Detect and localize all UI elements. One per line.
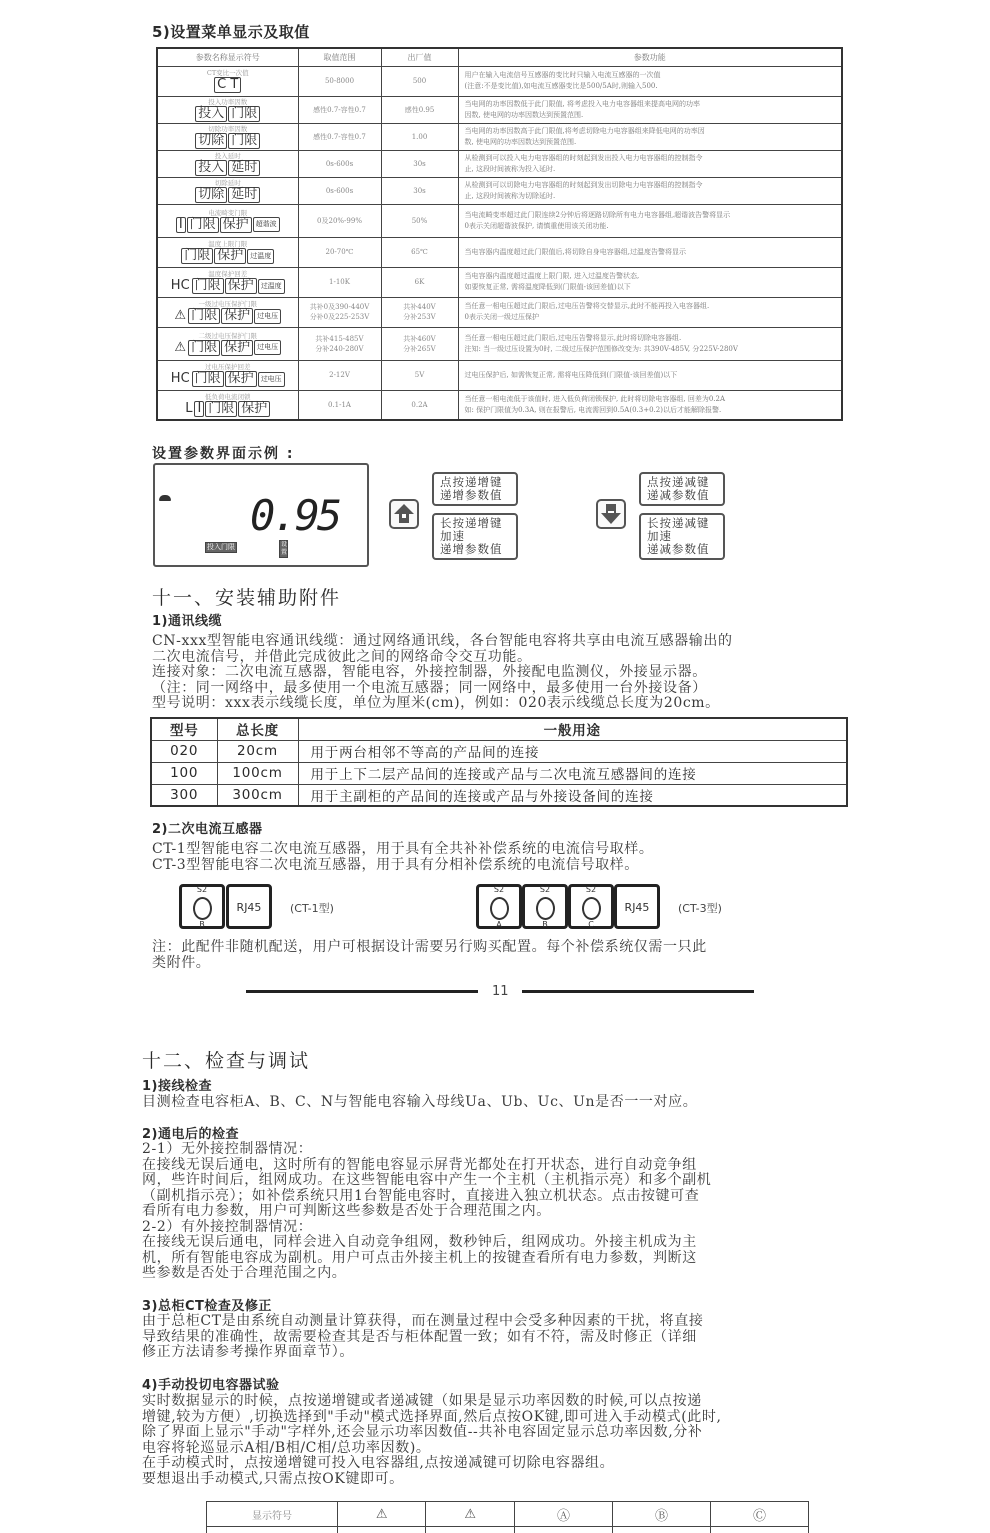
table-row [157, 360, 842, 390]
lcd-tag-setting: 设置 [281, 541, 288, 556]
lcd-symbol [160, 278, 296, 294]
table-row [157, 123, 842, 150]
table-row [157, 390, 842, 420]
symbol-tag: 超谐波 [253, 217, 280, 232]
range-cell: 0.1-1A [298, 390, 381, 420]
page-divider-left [246, 990, 478, 993]
lcd-symbol [160, 133, 296, 149]
symbol-segment: 门限 [187, 217, 219, 233]
symbol-segment: I [176, 217, 186, 233]
function-cell: 当电流畸变率超过此门限连续2分钟后将逐路切除所有电力电容器组,超谐波告警将显示 0表示关闭超谐波保护, 请慎重使用该关闭功能. [458, 204, 842, 237]
table-row [151, 740, 847, 762]
power-on-text [142, 1142, 711, 1282]
arrow-up-icon [391, 501, 417, 527]
cable-title: 1)通讯线缆 [152, 614, 222, 629]
symbol-prefix: ⚠ [174, 308, 187, 323]
symbol-segment: 门限 [188, 340, 220, 356]
symbol-segment: 保护 [220, 217, 252, 233]
settings-table [156, 47, 843, 421]
ct1-rj45-port [226, 884, 272, 929]
table-row [157, 267, 842, 297]
rj45-label: RJ45 [236, 901, 262, 914]
ct-description [152, 842, 653, 873]
symbol-cell [157, 96, 298, 123]
function-cell: 从检测到可以投入电力电容器组的时刻起到发出投入电力电容器组的控制指令 止, 这段时间被称为投入延时. [458, 150, 842, 177]
symbol-caption: 温度保护回差 [208, 270, 248, 278]
phase-b-icon: Ⓑ [612, 1502, 710, 1527]
table-row [157, 204, 842, 237]
table-row [157, 327, 842, 360]
function-cell: 当电网的功率因数低于此门限值, 将考虑投入电力电容器组来提高电网的功率 因数, 使电网的功率因数达到预置范围. [458, 96, 842, 123]
phase-a-icon: Ⓐ [514, 1502, 612, 1527]
ct1-sensor [179, 884, 225, 929]
cable-table-header [151, 718, 847, 740]
power-on-line: 些参数是否处于合理范围之内。 [142, 1265, 347, 1281]
symbol-prefix: ⚠ [174, 339, 187, 355]
ct-ring-icon [536, 897, 555, 920]
symbol-segment: 投入 [195, 160, 227, 176]
symbol-cell [157, 267, 298, 297]
symbol-tag: 过电压 [254, 340, 281, 355]
manual-test-line: 实时数据显示的时候，点按递增键或者递减键（如果是显示功率因数的时候,可以点按递 [142, 1393, 702, 1409]
ct-check-line: 导致结果的准确性，故需要检查其是否与柜体配置一致；如有不符，需及时修正（详细 [142, 1328, 697, 1345]
lcd-tag-threshold: 投入门限 [207, 543, 235, 551]
power-on-line: 网，些许时间后，组网成功。在这些智能电容中产生一个主机（主机指示亮）和多个副机 [142, 1172, 712, 1188]
rj45-label: RJ45 [624, 901, 650, 914]
lcd-symbol [160, 217, 296, 233]
function-cell: 从检测到可以切除电力电容器组的时刻起到发出切除电力电容器组的控制指令 止, 这段时间被称为切除延时. [458, 177, 842, 204]
ct-line: CT-3型智能电容二次电流互感器，用于具有分相补偿系统的电流信号取样。 [152, 856, 639, 873]
ct-phase-label: B [542, 920, 548, 929]
power-on-line: 在接线无误后通电，这时所有的智能电容显示屏背光都处在打开状态，进行自动竞争组 [142, 1156, 697, 1173]
symbol-caption: 过电压保护回差 [205, 363, 251, 371]
ct-phase-label: C [588, 920, 594, 929]
symbol-segment: 门限 [228, 133, 260, 149]
symbol-segment: 门限 [188, 308, 220, 324]
ct-terminal-label: S2 [493, 885, 505, 894]
table-row [157, 237, 842, 267]
cell-length: 20cm [217, 740, 298, 762]
settings-table-header [157, 48, 842, 66]
symbol-tag: 过电压 [258, 372, 285, 387]
section11-title: 十一、安装辅助附件 [152, 587, 342, 609]
symbol-segment: 投入 [195, 106, 227, 122]
function-cell: 当电容器内温度超过温度上限门限, 进入过温度告警状态, 如要恢复正常, 需将温度降低到(门限值-该回差值)以下 [458, 267, 842, 297]
symbol-cell [157, 123, 298, 150]
table-row [151, 784, 847, 806]
table-row [157, 66, 842, 96]
ct3-rj45-port [614, 884, 660, 929]
symbol-prefix: HC [170, 278, 190, 293]
ct-note [152, 940, 707, 971]
symbol-caption: 投入功率因数 [208, 97, 248, 106]
symbol-cell [157, 390, 298, 420]
ct-terminal-label: S2 [585, 885, 597, 894]
cell-model: 020 [151, 740, 217, 762]
down-key-short-press-note: 点按递减键 递减参数值 [639, 472, 725, 506]
range-cell: 共补0及390-440V 分补0及225-253V [298, 297, 381, 327]
ct-check-line: 由于总柜CT是由系统自动测量计算获得，而在测量过程中会受多种因素的干扰，将直接 [142, 1313, 704, 1329]
lcd-symbol [160, 77, 296, 93]
ct-check-line: 修正方法请参考操作界面章节）。 [142, 1344, 354, 1360]
function-cell: 当任意一相电压超过此门限后,过电压告警将交替显示,此时不能再投入电容器组. 0表示关闭一级过压保护 [458, 297, 842, 327]
table-row [157, 96, 842, 123]
symbol-cell [157, 204, 298, 237]
lcd-symbol [160, 371, 296, 387]
ct1-label: (CT-1型) [290, 902, 334, 915]
cell-usage: 用于主副柜的产品间的连接或产品与外接设备间的连接 [298, 784, 847, 806]
default-cell: 1.00 [381, 123, 458, 150]
power-on-line: 2-1）无外接控制器情况： [142, 1141, 313, 1157]
table-row [157, 297, 842, 327]
symbol-caption: 一级过电压保护门限 [198, 300, 257, 308]
symbol-tag: 过温度 [247, 249, 274, 264]
symbols-header-row [207, 1502, 809, 1527]
lcd-symbol [160, 160, 296, 176]
symbol-cell [157, 327, 298, 360]
lcd-symbol [160, 187, 296, 203]
symbol-cell [157, 360, 298, 390]
cell-usage: 用于上下二层产品间的连接或产品与二次电流互感器间的连接 [298, 762, 847, 784]
range-cell: 0s-600s [298, 177, 381, 204]
lcd-symbol [160, 248, 296, 264]
symbol-segment: 门限 [192, 371, 224, 387]
header-symbol: 参数名称显示符号 [157, 48, 298, 66]
header-usage: 一般用途 [298, 718, 847, 740]
cell-usage: 用于两台相邻不等高的产品间的连接 [298, 740, 847, 762]
power-on-line: 看所有电力参数，用户可判断这些参数是否处于合理范围之内。 [142, 1203, 551, 1219]
cable-line: CN-xxx型智能电容通讯线缆：通过网络通讯线，各台智能电容将共享由电流互感器输出的 [152, 633, 733, 649]
ct-ring-icon [490, 897, 509, 920]
function-cell: 当任意一相电压超过此门限后,过电压告警将显示,此时将切除电容器组. 注知: 当一级过压设置为0时, 二级过压保护范围修改变为: 共390V-485V, 分225V-280V [458, 327, 842, 360]
ct-note-line: 注：此配件非随机配送，用户可根据设计需要另行购买配置。每个补偿系统仅需一只此 [152, 939, 707, 955]
header-default: 出厂值 [381, 48, 458, 66]
phase-c-icon: Ⓒ [710, 1502, 808, 1527]
symbol-segment: 保护 [238, 401, 270, 417]
cable-line: （注：同一网络中，最多使用一个电流互感器；同一网络中，最多使用一台外接设备） [152, 679, 707, 696]
symbol-segment: 切除 [195, 133, 227, 149]
default-cell: 0.2A [381, 390, 458, 420]
symbol-segment: 门限 [192, 278, 224, 294]
warning-icon: ⚠ [338, 1502, 426, 1527]
default-cell: 30s [381, 150, 458, 177]
ct-phase-label: B [199, 920, 205, 929]
range-cell: 感性0.7-容性0.7 [298, 96, 381, 123]
symbol-segment: C T [214, 77, 241, 93]
wiring-check-text: 目测检查电容柜A、B、C、N与智能电容输入母线Ua、Ub、Uc、Un是否一一对应。 [142, 1094, 698, 1110]
symbol-prefix: HC [170, 371, 190, 386]
table-row [157, 150, 842, 177]
ct-ring-icon [582, 897, 601, 920]
header-model: 型号 [151, 718, 217, 740]
header-length: 总长度 [217, 718, 298, 740]
symbols-row-partial [207, 1527, 338, 1533]
ct3-sensor-c [568, 884, 614, 929]
cell-model: 300 [151, 784, 217, 806]
section12-title: 十二、检查与调试 [142, 1050, 311, 1072]
cable-line: 二次电流信号，并借此完成彼此之间的网络命令交互功能。 [152, 648, 532, 665]
section5-title: 5)设置菜单显示及取值 [152, 23, 310, 41]
power-on-title: 2)通电后的检查 [142, 1127, 239, 1142]
symbol-tag: 过温度 [258, 279, 285, 294]
symbol-segment: 切除 [195, 187, 227, 203]
ct-terminal-label: S2 [196, 885, 208, 894]
symbol-segment: 保护 [221, 308, 253, 324]
default-cell: 500 [381, 66, 458, 96]
ct-terminal-label: S2 [539, 885, 551, 894]
ct-check-title: 3)总柜CT检查及修正 [142, 1299, 272, 1314]
manual-test-line: 增键,较为方便）,切换选择到"手动"模式选择界面,然后点按OK键,即可进入手动模式(此时, [142, 1408, 722, 1425]
range-cell: 1-10K [298, 267, 381, 297]
arrow-down-icon [598, 501, 624, 527]
lcd-indicator-icon [159, 495, 171, 501]
range-cell: 0及20%-99% [298, 204, 381, 237]
header-function: 参数功能 [458, 48, 842, 66]
symbol-caption: CT变比一次值 [206, 69, 249, 77]
symbol-segment: 门限 [228, 106, 260, 122]
lcd-symbol [160, 340, 296, 356]
default-cell: 6K [381, 267, 458, 297]
function-cell: 当任意一相电流低于该值时, 进入低负荷闭锁保护, 此时将切除电容器组, 回差为0.2A 如: 保护门限值为0.3A, 则在报警后, 电流需回到0.5A(0.3+0.2)以后才能解除报警. [458, 390, 842, 420]
lcd-display [153, 463, 369, 567]
symbol-caption: 电流畸变门限 [208, 208, 248, 217]
down-key-button[interactable] [596, 499, 626, 529]
range-cell: 2-12V [298, 360, 381, 390]
symbol-caption: 投入延时 [214, 151, 241, 160]
header-range: 取值范围 [298, 48, 381, 66]
symbol-segment: 门限 [181, 248, 213, 264]
up-key-short-press-note: 点按递增键 递增参数值 [432, 472, 518, 506]
cable-description [152, 634, 733, 712]
lcd-symbol [160, 308, 296, 324]
demo-title: 设置参数界面示例 : [152, 446, 295, 462]
cell-length: 100cm [217, 762, 298, 784]
manual-test-title: 4)手动投切电容器试验 [142, 1378, 280, 1393]
symbol-cell [157, 297, 298, 327]
manual-test-line: 要想退出手动模式,只需点按OK键即可。 [142, 1470, 404, 1487]
ct3-label: (CT-3型) [678, 902, 722, 915]
symbol-segment: 保护 [225, 278, 257, 294]
ct3-sensor-a [476, 884, 522, 929]
symbol-segment: I [194, 401, 204, 417]
warning-icon: ⚠ [426, 1502, 514, 1527]
cell-length: 300cm [217, 784, 298, 806]
ct3-sensor-b [522, 884, 568, 929]
page-divider-right [522, 990, 754, 993]
symbol-segment: 保护 [221, 340, 253, 356]
wiring-check-title: 1)接线检查 [142, 1079, 212, 1094]
up-key-long-press-note: 长按递增键 加速 递增参数值 [432, 513, 518, 560]
function-cell: 当电容器内温度超过此门限值后,将切除自身电容器组,过温度告警将显示 [458, 237, 842, 267]
table-row [151, 762, 847, 784]
lcd-symbol [160, 401, 296, 417]
symbol-segment: 延时 [228, 160, 260, 176]
default-cell: 感性0.95 [381, 96, 458, 123]
power-on-line: 机，所有智能电容成为副机。用户可点击外接主机上的按键查看所有电力参数，判断这 [142, 1249, 697, 1266]
down-key-long-press-note: 长按递减键 加速 递减参数值 [639, 513, 725, 560]
default-cell: 共补460V 分补265V [381, 327, 458, 360]
symbol-caption: 低负荷电流闭锁 [205, 392, 251, 401]
ct-note-line: 类附件。 [152, 954, 211, 971]
ct-phase-label: A [496, 920, 502, 929]
power-on-line: （副机指示亮）；如补偿系统只用1台智能电容时，直接进入独立机状态。点击按键可查 [142, 1187, 700, 1204]
symbol-prefix: L [185, 400, 193, 416]
lcd-symbol [160, 106, 296, 122]
cable-line: 型号说明：xxx表示线缆长度，单位为厘米(cm)，例如：020表示线缆总长度为20cm。 [152, 695, 720, 711]
function-cell: 当电网的功率因数高于此门限值,将考虑切除电力电容器组来降低电网的功率因 数, 使电网的功率因数达到预置范围. [458, 123, 842, 150]
ct-line: CT-1型智能电容二次电流互感器，用于具有全共补补偿系统的电流信号取样。 [152, 841, 654, 857]
function-cell: 过电压保护后, 如需恢复正常, 需将电压降低到(门限值-该回差值)以下 [458, 360, 842, 390]
ct-ring-icon [193, 897, 212, 920]
up-key-button[interactable] [389, 499, 419, 529]
symbols-table [206, 1501, 809, 1533]
power-on-line: 2-2）有外接控制器情况： [142, 1218, 313, 1235]
default-cell: 30s [381, 177, 458, 204]
symbol-segment: 保护 [214, 248, 246, 264]
range-cell: 感性0.7-容性0.7 [298, 123, 381, 150]
ct-check-text [142, 1314, 703, 1361]
default-cell: 5V [381, 360, 458, 390]
cable-line: 连接对象：二次电流互感器，智能电容，外接控制器，外接配电监测仪，外接显示器。 [152, 664, 707, 680]
cable-table [150, 717, 848, 807]
symbol-segment: 延时 [228, 187, 260, 203]
power-on-line: 在接线无误后通电，同样会进入自动竞争组网，数秒钟后，组网成功。外接主机成为主 [142, 1234, 697, 1250]
function-cell: 用户在输入电流信号互感器的变比时只输入电流互感器的一次值 (注意:不是变比值),如电流互感器变比是500/5A时,则输入500. [458, 66, 842, 96]
range-cell: 50-8000 [298, 66, 381, 96]
range-cell: 0s-600s [298, 150, 381, 177]
cell-model: 100 [151, 762, 217, 784]
page-number: 11 [492, 984, 509, 999]
range-cell: 共补415-485V 分补240-280V [298, 327, 381, 360]
default-cell: 65℃ [381, 237, 458, 267]
symbol-caption: 切除延时 [214, 178, 241, 187]
symbol-cell [157, 237, 298, 267]
symbol-tag: 过电压 [254, 309, 281, 324]
lcd-value: 0.95 [250, 491, 340, 540]
symbol-caption: 切除功率因数 [208, 124, 248, 133]
manual-test-line: 在手动模式时，点按递增键可投入电容器组,点按递减键可切除电容器组。 [142, 1455, 615, 1471]
default-cell: 50% [381, 204, 458, 237]
symbols-header-label: 显示符号 [207, 1502, 338, 1527]
manual-test-line: 电容将轮巡显示A相/B相/C相/总功率因数)。 [142, 1439, 431, 1456]
symbol-cell [157, 150, 298, 177]
symbol-segment: 保护 [225, 371, 257, 387]
symbol-caption: 温度上限门限 [208, 240, 248, 248]
default-cell: 共补440V 分补253V [381, 297, 458, 327]
range-cell: 20-70℃ [298, 237, 381, 267]
manual-test-line: 除了界面上显示"手动"字样外,还会显示功率因数值--共补电容固定显示总功率因数,分补 [142, 1424, 703, 1440]
symbol-cell [157, 177, 298, 204]
symbol-segment: 门限 [205, 401, 237, 417]
table-row [157, 177, 842, 204]
symbol-cell [157, 66, 298, 96]
manual-test-text [142, 1394, 722, 1487]
symbol-caption: 二级过电压保护门限 [198, 331, 257, 340]
ct-title: 2)二次电流互感器 [152, 822, 263, 837]
